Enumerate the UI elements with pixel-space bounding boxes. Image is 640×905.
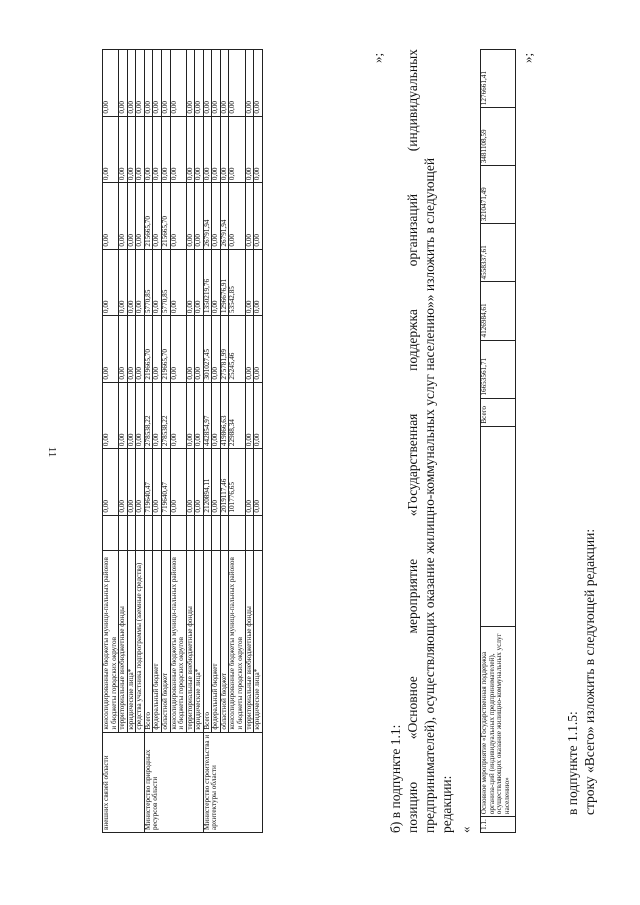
- page-number: 11: [46, 446, 58, 458]
- value-cell: 0,00: [203, 50, 212, 117]
- value-cell: 0,00: [161, 116, 170, 183]
- value-cell: 53542,85: [229, 249, 245, 316]
- value-cell: 0,00: [127, 183, 136, 250]
- value-cell: 0,00: [212, 116, 221, 183]
- value-cell: 0,00: [229, 183, 245, 250]
- word: «Основное: [405, 676, 420, 740]
- funding-source-cell: консолидированные бюджеты муници-пальных районов и бюджеты городских округов: [103, 550, 119, 732]
- value-cell: 0,00: [136, 116, 145, 183]
- value-cell: 0,00: [195, 50, 204, 117]
- value-cell: 0,00: [103, 449, 119, 516]
- executor-cell: Министерство строительства и архитектуры области: [203, 732, 262, 832]
- empty-cell: [245, 515, 254, 550]
- value-cell: 0,00: [203, 116, 212, 183]
- value-cell: 0,00: [229, 116, 245, 183]
- value-cell: 0,00: [119, 382, 128, 449]
- value-cell: 0,00: [136, 50, 145, 117]
- measure-number: 1.1.: [481, 817, 516, 833]
- funding-table: [102, 49, 263, 833]
- value-cell: 0,00: [119, 449, 128, 516]
- value-cell: 0,00: [170, 249, 186, 316]
- table-row: [161, 50, 170, 833]
- paragraph-b-line: предпринимателей), осуществляющих оказание жилищно-коммунальных услуг населению»» изложить в следующей: [422, 157, 437, 833]
- value-cell: 301027,45: [203, 316, 212, 383]
- value-cell: 0,00: [103, 382, 119, 449]
- open-quote-mark: «: [458, 826, 473, 833]
- table-row: [170, 50, 186, 833]
- executor-cell: Министерство природных ресурсов области: [144, 732, 203, 832]
- value-cell: 0,00: [103, 116, 119, 183]
- empty-cell: [203, 515, 212, 550]
- table-row: [119, 50, 128, 833]
- funding-source-cell: территориальные внебюджетные фонды: [119, 550, 128, 732]
- funding-source-cell: юридические лица*: [127, 550, 136, 732]
- table-row: [481, 50, 516, 833]
- value-cell: 22988,34: [229, 382, 245, 449]
- value-cell: 0,00: [119, 249, 128, 316]
- empty-cell: [103, 515, 119, 550]
- value-cell: 0,00: [153, 50, 162, 117]
- value-cell: 0,00: [212, 382, 221, 449]
- value-cell: 0,00: [170, 50, 186, 117]
- funding-source-cell: территориальные внебюджетные фонды: [245, 550, 254, 732]
- value-cell: 5770,85: [161, 249, 170, 316]
- empty-cell: [212, 515, 221, 550]
- value-cell: 0,00: [144, 116, 153, 183]
- value-cell: 0,00: [161, 50, 170, 117]
- value-cell: 0,00: [212, 50, 221, 117]
- funding-source-cell: Всего: [203, 550, 212, 732]
- empty-cell: [170, 515, 186, 550]
- measure-value: 4558337,61: [481, 224, 516, 282]
- value-cell: 0,00: [170, 316, 186, 383]
- value-cell: 0,00: [254, 316, 263, 383]
- close-quote-mark: »;: [520, 52, 535, 63]
- value-cell: 0,00: [254, 50, 263, 117]
- value-cell: 0,00: [127, 449, 136, 516]
- value-cell: 0,00: [153, 449, 162, 516]
- value-cell: 0,00: [136, 449, 145, 516]
- value-cell: 0,00: [254, 116, 263, 183]
- word: поддержка: [405, 309, 420, 371]
- measure-value: 4126984,61: [481, 282, 516, 340]
- value-cell: 2120894,11: [203, 449, 212, 516]
- value-cell: 0,00: [136, 316, 145, 383]
- value-cell: 215665,70: [144, 183, 153, 250]
- word: (индивидуальных: [405, 49, 420, 152]
- value-cell: 0,00: [220, 116, 229, 183]
- funding-source-cell: территориальные внебюджетные фонды: [186, 550, 195, 732]
- measure-value: 3481108,59: [481, 108, 516, 166]
- measure-value: 3210471,49: [481, 166, 516, 224]
- value-cell: 0,00: [103, 316, 119, 383]
- funding-source-cell: консолидированные бюджеты муници-пальных районов и бюджеты городских округов: [170, 550, 186, 732]
- value-cell: 26791,94: [203, 183, 212, 250]
- value-cell: 0,00: [220, 50, 229, 117]
- value-cell: 1296676,91: [220, 249, 229, 316]
- value-cell: 0,00: [245, 316, 254, 383]
- value-cell: 719640,47: [161, 449, 170, 516]
- value-cell: 0,00: [186, 183, 195, 250]
- value-cell: 0,00: [195, 382, 204, 449]
- value-cell: 0,00: [212, 249, 221, 316]
- word: «Государственная: [405, 413, 420, 517]
- value-cell: 278538,22: [144, 382, 153, 449]
- measure-name: Основное мероприятие «Государственная поддержка организа-ций (индивидуальных предпринимателей), осуществляющих оказание жилищно-коммунальных услуг населению»: [481, 626, 516, 816]
- value-cell: 0,00: [103, 183, 119, 250]
- value-cell: 0,00: [195, 449, 204, 516]
- empty-cell: [481, 426, 516, 626]
- value-cell: 0,00: [229, 50, 245, 117]
- paragraph-b-line: редакции:: [439, 775, 454, 833]
- value-cell: 26791,94: [220, 183, 229, 250]
- paragraph-b-justified-line: [405, 49, 422, 833]
- funding-source-cell: консолидированные бюджеты муници-пальных районов и бюджеты городских округов: [229, 550, 245, 732]
- empty-cell: [254, 515, 263, 550]
- value-cell: 5770,85: [144, 249, 153, 316]
- value-cell: 0,00: [186, 50, 195, 117]
- value-cell: 278538,22: [161, 382, 170, 449]
- value-cell: 0,00: [195, 249, 204, 316]
- paragraph-c-line: строку «Всего» изложить в следующей редакции:: [582, 528, 597, 815]
- paragraph-b-heading: б) в подпункте 1.1:: [388, 724, 403, 833]
- value-cell: 0,00: [186, 449, 195, 516]
- value-cell: 0,00: [136, 183, 145, 250]
- value-cell: 442854,97: [203, 382, 212, 449]
- value-cell: 0,00: [103, 249, 119, 316]
- value-cell: 419866,63: [220, 382, 229, 449]
- value-cell: 0,00: [127, 316, 136, 383]
- value-cell: 0,00: [186, 116, 195, 183]
- measure-label: Всего: [481, 398, 516, 426]
- value-cell: 0,00: [170, 382, 186, 449]
- value-cell: 0,00: [245, 50, 254, 117]
- value-cell: 0,00: [153, 316, 162, 383]
- value-cell: 0,00: [254, 449, 263, 516]
- value-cell: 719640,47: [144, 449, 153, 516]
- value-cell: 215665,70: [161, 183, 170, 250]
- value-cell: 0,00: [144, 50, 153, 117]
- word: организаций: [405, 193, 420, 267]
- measure-table: [480, 49, 516, 833]
- value-cell: 0,00: [103, 50, 119, 117]
- value-cell: 0,00: [119, 50, 128, 117]
- value-cell: 0,00: [153, 382, 162, 449]
- value-cell: 0,00: [170, 449, 186, 516]
- value-cell: 0,00: [254, 249, 263, 316]
- value-cell: 0,00: [186, 316, 195, 383]
- value-cell: 25245,46: [229, 316, 245, 383]
- value-cell: 0,00: [170, 183, 186, 250]
- value-cell: 0,00: [127, 50, 136, 117]
- executor-cell: внешних связей области: [103, 732, 145, 832]
- value-cell: 0,00: [195, 316, 204, 383]
- empty-cell: [136, 515, 145, 550]
- value-cell: 2019117,46: [220, 449, 229, 516]
- value-cell: 219665,70: [144, 316, 153, 383]
- empty-cell: [161, 515, 170, 550]
- empty-cell: [195, 515, 204, 550]
- value-cell: 219665,70: [161, 316, 170, 383]
- value-cell: 0,00: [212, 449, 221, 516]
- value-cell: 0,00: [245, 116, 254, 183]
- measure-value: 1276661,41: [481, 50, 516, 108]
- value-cell: 0,00: [186, 249, 195, 316]
- value-cell: 0,00: [153, 249, 162, 316]
- value-cell: 0,00: [245, 183, 254, 250]
- table-row: [229, 50, 245, 833]
- value-cell: 0,00: [119, 183, 128, 250]
- empty-cell: [153, 515, 162, 550]
- table-row: [195, 50, 204, 833]
- value-cell: 0,00: [186, 382, 195, 449]
- value-cell: 0,00: [170, 116, 186, 183]
- value-cell: 0,00: [254, 183, 263, 250]
- table-row: [103, 50, 119, 833]
- value-cell: 0,00: [136, 249, 145, 316]
- funding-source-cell: Всего: [144, 550, 153, 732]
- table-row: [254, 50, 263, 833]
- empty-cell: [220, 515, 229, 550]
- value-cell: 0,00: [127, 249, 136, 316]
- value-cell: 0,00: [245, 449, 254, 516]
- funding-source-cell: областной бюджет: [161, 550, 170, 732]
- word: мероприятие: [405, 558, 420, 634]
- funding-source-cell: юридические лица*: [254, 550, 263, 732]
- end-quote-mark: »;: [370, 52, 385, 63]
- paragraph-c-heading: в подпункте 1.1.5:: [565, 711, 580, 815]
- value-cell: 0,00: [254, 382, 263, 449]
- value-cell: 0,00: [153, 183, 162, 250]
- value-cell: 101776,65: [229, 449, 245, 516]
- funding-source-cell: средства участника подпрограммы (заемные средства): [136, 550, 145, 732]
- value-cell: 0,00: [245, 249, 254, 316]
- value-cell: 0,00: [195, 116, 204, 183]
- value-cell: 0,00: [136, 382, 145, 449]
- value-cell: 0,00: [212, 183, 221, 250]
- funding-source-cell: федеральный бюджет: [212, 550, 221, 732]
- empty-cell: [186, 515, 195, 550]
- empty-cell: [127, 515, 136, 550]
- funding-table-body: [103, 50, 263, 833]
- value-cell: 0,00: [195, 183, 204, 250]
- value-cell: 0,00: [119, 316, 128, 383]
- value-cell: 1350219,76: [203, 249, 212, 316]
- value-cell: 0,00: [119, 116, 128, 183]
- value-cell: 0,00: [245, 382, 254, 449]
- empty-cell: [119, 515, 128, 550]
- funding-source-cell: федеральный бюджет: [153, 550, 162, 732]
- value-cell: 275781,99: [220, 316, 229, 383]
- empty-cell: [144, 515, 153, 550]
- value-cell: 0,00: [212, 316, 221, 383]
- empty-cell: [229, 515, 245, 550]
- funding-source-cell: юридические лица*: [195, 550, 204, 732]
- value-cell: 0,00: [127, 382, 136, 449]
- value-cell: 0,00: [127, 116, 136, 183]
- measure-value: 16653561,71: [481, 340, 516, 398]
- funding-source-cell: областной бюджет: [220, 550, 229, 732]
- value-cell: 0,00: [153, 116, 162, 183]
- word: позицию: [405, 781, 420, 833]
